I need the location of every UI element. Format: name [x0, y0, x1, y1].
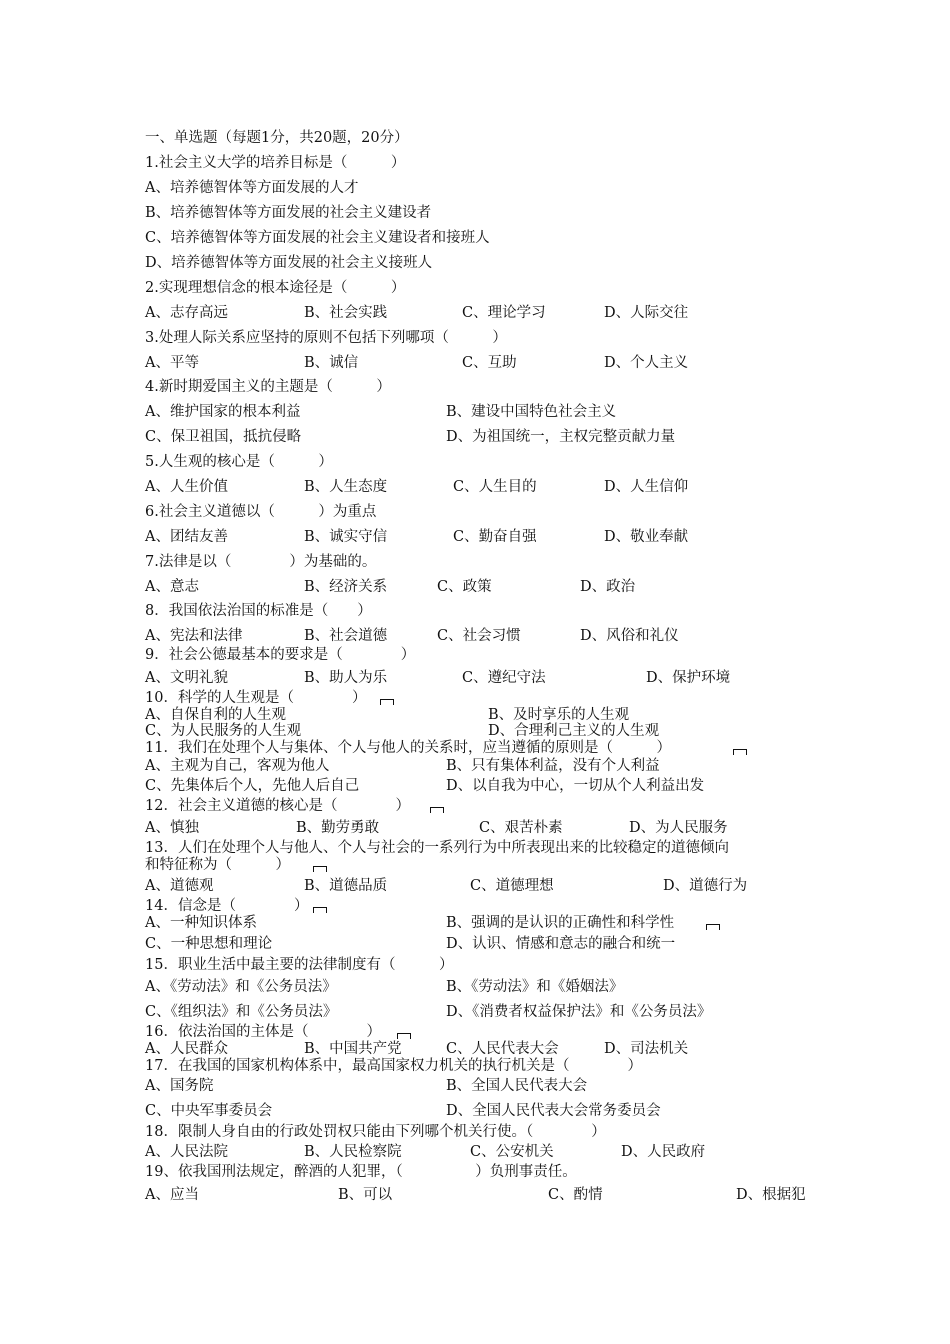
option: A、团结友善: [145, 529, 228, 545]
option: C、政策: [437, 579, 492, 595]
option: D、政治: [580, 579, 636, 595]
option: C、先集体后个人，先他人后自己: [145, 778, 360, 794]
option: C、人生目的: [453, 479, 537, 495]
option: A、人生价值: [145, 479, 228, 495]
question-stem: 5.人生观的核心是（ ）: [145, 454, 333, 470]
option: A、应当: [145, 1187, 199, 1203]
question-stem: 12．社会主义道德的核心是（ ）: [145, 798, 410, 814]
option: C、艰苦朴素: [479, 820, 563, 836]
option: D、认识、情感和意志的融合和统一: [446, 936, 676, 952]
option: A、国务院: [145, 1078, 214, 1094]
option: C、保卫祖国，抵抗侵略: [145, 429, 302, 445]
option: D、风俗和礼仪: [580, 628, 679, 644]
option: D、敬业奉献: [604, 529, 689, 545]
question-stem: 19、依我国刑法规定，醉酒的人犯罪，（ ）负刑事责任。: [145, 1164, 577, 1180]
option: B、诚信: [304, 355, 359, 371]
option: A、人民法院: [145, 1144, 228, 1160]
option: A、宪法和法律: [145, 628, 243, 644]
option: D、《消费者权益保护法》和《公务员法》: [446, 1004, 712, 1020]
question-stem: 18．限制人身自由的行政处罚权只能由下列哪个机关行使。（ ）: [145, 1124, 606, 1140]
option: D、人民政府: [621, 1144, 706, 1160]
option: B、人民检察院: [304, 1144, 402, 1160]
line-break-mark-icon: [313, 907, 327, 913]
option: C、公安机关: [470, 1144, 554, 1160]
option: D、为人民服务: [629, 820, 728, 836]
option: B、勤劳勇敢: [296, 820, 380, 836]
question-stem-line1: 13．人们在处理个人与他人、个人与社会的一系列行为中所表现出来的比较稳定的道德倾向: [145, 840, 729, 856]
question-stem: 11．我们在处理个人与集体、个人与他人的关系时，应当遵循的原则是（ ）: [145, 740, 671, 756]
option: B、经济关系: [304, 579, 388, 595]
option: B、社会道德: [304, 628, 388, 644]
question-stem: 8．我国依法治国的标准是（ ）: [145, 603, 372, 619]
option: A、志存高远: [145, 305, 228, 321]
option: C、为人民服务的人生观: [145, 723, 302, 739]
question-stem: 10．科学的人生观是（ ）: [145, 690, 367, 706]
option: B、建设中国特色社会主义: [446, 404, 617, 420]
option: D、根据犯: [736, 1187, 806, 1203]
option: C、酌情: [548, 1187, 603, 1203]
option: D、保护环境: [646, 670, 731, 686]
question-stem: 15．职业生活中最主要的法律制度有（ ）: [145, 957, 454, 973]
option: A、《劳动法》和《公务员法》: [145, 979, 337, 995]
option: A、主观为自己，客观为他人: [145, 758, 330, 774]
option: D、个人主义: [604, 355, 689, 371]
option: D、道德行为: [663, 878, 748, 894]
option: A、培养德智体等方面发展的人才: [145, 180, 359, 196]
question-stem: 9．社会公德最基本的要求是（ ）: [145, 647, 416, 663]
option: A、平等: [145, 355, 199, 371]
option: C、互助: [462, 355, 517, 371]
option: D、以自我为中心，一切从个人利益出发: [446, 778, 705, 794]
option: B、全国人民代表大会: [446, 1078, 588, 1094]
line-break-mark-icon: [706, 924, 720, 930]
option: A、意志: [145, 579, 199, 595]
option: B、社会实践: [304, 305, 388, 321]
option: B、培养德智体等方面发展的社会主义建设者: [145, 205, 432, 221]
question-stem: 4.新时期爱国主义的主题是（ ）: [145, 379, 391, 395]
option: C、道德理想: [470, 878, 554, 894]
question-stem-line2: 和特征称为（ ）: [145, 857, 290, 873]
option: A、慎独: [145, 820, 199, 836]
option: B、中国共产党: [304, 1041, 402, 1057]
option: A、维护国家的根本利益: [145, 404, 301, 420]
option: B、只有集体利益，没有个人利益: [446, 758, 660, 774]
line-break-mark-icon: [313, 866, 327, 872]
option: B、强调的是认识的正确性和科学性: [446, 915, 675, 931]
option: B、可以: [338, 1187, 393, 1203]
line-break-mark-icon: [430, 807, 444, 813]
option: D、培养德智体等方面发展的社会主义接班人: [145, 255, 433, 271]
option: A、道德观: [145, 878, 214, 894]
question-stem: 3.处理人际关系应坚持的原则不包括下列哪项（ ）: [145, 330, 507, 346]
option: D、全国人民代表大会常务委员会: [446, 1103, 661, 1119]
option: C、中央军事委员会: [145, 1103, 273, 1119]
question-stem: 7.法律是以（ ）为基础的。: [145, 554, 377, 570]
line-break-mark-icon: [380, 699, 394, 705]
option: B、及时享乐的人生观: [488, 707, 630, 723]
option: B、诚实守信: [304, 529, 388, 545]
option: A、一种知识体系: [145, 915, 257, 931]
option: D、司法机关: [604, 1041, 689, 1057]
option: B、助人为乐: [304, 670, 388, 686]
line-break-mark-icon: [733, 749, 747, 755]
line-break-mark-icon: [397, 1033, 411, 1039]
question-stem: 1.社会主义大学的培养目标是（ ）: [145, 155, 406, 171]
option: C、培养德智体等方面发展的社会主义建设者和接班人: [145, 230, 490, 246]
section-title: 一、单选题（每题1分，共20题，20分）: [145, 130, 409, 146]
question-stem: 2.实现理想信念的根本途径是（ ）: [145, 280, 406, 296]
option: D、为祖国统一，主权完整贡献力量: [446, 429, 676, 445]
option: C、理论学习: [462, 305, 546, 321]
option: C、社会习惯: [437, 628, 521, 644]
option: C、人民代表大会: [446, 1041, 559, 1057]
option: C、遵纪守法: [462, 670, 546, 686]
question-stem: 14．信念是（ ）: [145, 898, 309, 914]
question-stem: 17．在我国的国家机构体系中，最高国家权力机关的执行机关是（ ）: [145, 1058, 642, 1074]
option: C、勤奋自强: [453, 529, 537, 545]
option: D、人际交往: [604, 305, 689, 321]
option: D、人生信仰: [604, 479, 689, 495]
option: A、自保自利的人生观: [145, 707, 286, 723]
option: B、《劳动法》和《婚姻法》: [446, 979, 624, 995]
question-stem: 16．依法治国的主体是（ ）: [145, 1024, 381, 1040]
option: B、人生态度: [304, 479, 388, 495]
question-stem: 6.社会主义道德以（ ）为重点: [145, 504, 377, 520]
option: A、文明礼貌: [145, 670, 228, 686]
option: A、人民群众: [145, 1041, 228, 1057]
option: C、《组织法》和《公务员法》: [145, 1004, 338, 1020]
option: D、合理利己主义的人生观: [488, 723, 660, 739]
option: C、一种思想和理论: [145, 936, 273, 952]
option: B、道德品质: [304, 878, 388, 894]
